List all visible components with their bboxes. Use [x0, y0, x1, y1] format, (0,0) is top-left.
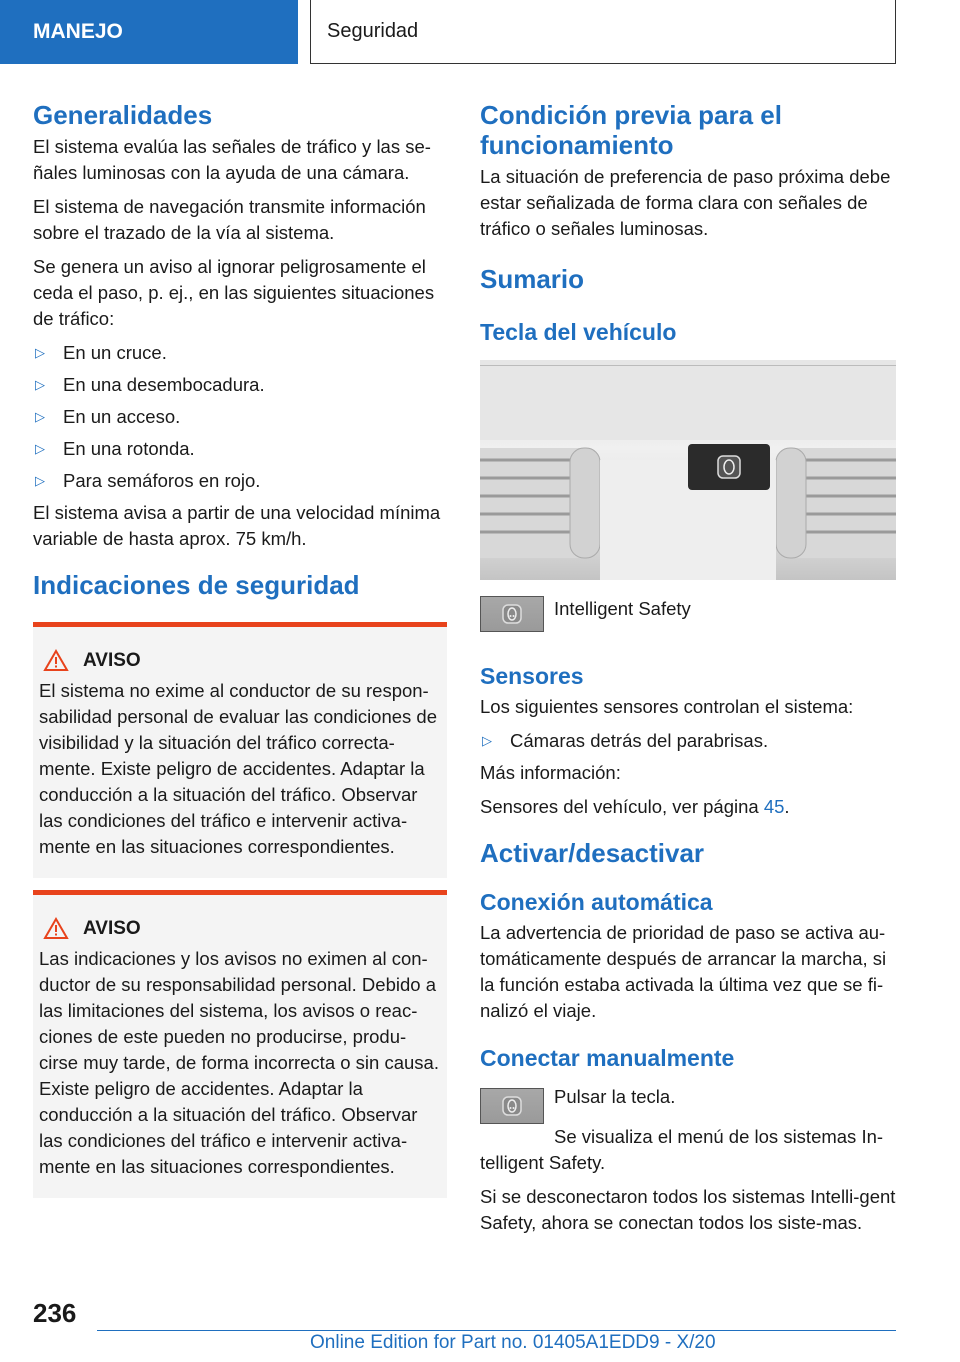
warning-box — [33, 890, 447, 1198]
list-item: ▷ Para semáforos en rojo. — [33, 468, 447, 494]
paragraph: Más información: — [480, 762, 621, 783]
page-reference-link[interactable]: 45 — [763, 796, 785, 817]
list-item: ▷ En un acceso. — [33, 404, 447, 430]
intelligent-safety-button-icon — [480, 596, 544, 632]
warning-triangle-icon — [43, 917, 69, 940]
triangle-bullet-icon: ▷ — [482, 733, 492, 748]
paragraph: La situación de preferencia de paso próxima debe estar señalizada de forma clara con señales de tráfico o señales luminosas. — [480, 166, 891, 239]
triangle-bullet-icon: ▷ — [35, 473, 45, 488]
heading-indicaciones: Indicaciones de seguridad — [33, 570, 360, 600]
page-number: 236 — [33, 1298, 77, 1328]
paragraph: El sistema evalúa las señales de tráfico y las se-ñales luminosas con la ayuda de una cámara. — [33, 136, 431, 183]
paragraph: El sistema de navegación transmite información sobre el trazado de la vía al sistema. — [33, 196, 426, 243]
triangle-bullet-icon: ▷ — [35, 345, 45, 360]
list-item: ▷ En una rotonda. — [33, 436, 447, 462]
step-text: Pulsar la tecla. — [554, 1086, 676, 1107]
reference-paragraph: Sensores del vehículo, ver página 45. — [480, 796, 790, 817]
button-caption: Intelligent Safety — [554, 598, 691, 619]
sensors-list — [480, 728, 896, 754]
warning-box — [33, 622, 447, 878]
dashboard-vents-illustration — [480, 360, 896, 580]
heading-condicion: Condición previa para el funcionamiento — [480, 100, 782, 160]
heading-conexion: Conexión automática — [480, 889, 713, 915]
heading-sumario: Sumario — [480, 264, 585, 294]
warning-title: AVISO — [83, 917, 141, 939]
heading-tecla: Tecla del vehículo — [480, 319, 677, 345]
triangle-bullet-icon: ▷ — [35, 377, 45, 392]
list-item: ▷ En un cruce. — [33, 340, 447, 366]
heading-sensores: Sensores — [480, 663, 584, 689]
header-chapter — [310, 0, 896, 64]
triangle-bullet-icon: ▷ — [35, 409, 45, 424]
header-section-label: MANEJO — [33, 20, 123, 43]
paragraph: Los siguientes sensores controlan el sistema: — [480, 696, 854, 717]
paragraph: Si se desconectaron todos los sistemas Intelli-gent Safety, ahora se conectan todos los siste-mas. — [480, 1186, 896, 1233]
vehicle-button-photo — [480, 360, 896, 580]
footer-divider — [97, 1330, 896, 1331]
intelligent-safety-button-icon — [480, 1088, 544, 1124]
header-section — [0, 0, 298, 64]
list-item: ▷ En una desembocadura. — [33, 372, 447, 398]
heading-generalidades: Generalidades — [33, 100, 213, 130]
list-item: ▷ Cámaras detrás del parabrisas. — [480, 728, 896, 754]
warning-text: Las indicaciones y los avisos no eximen al con-ductor de su responsabilidad personal. Debido a las limitaciones del sistema, los avisos o reac-ciones de este pueden no producirse, produ-cirse muy tarde, de forma incorrecta o sin causa. Existe peligro de accidentes. Adaptar la conducción a la situación del tráfico. Observar las condiciones del tráfico e intervenir activa-mente en las situaciones correspondientes. — [39, 948, 439, 1177]
paragraph: Se genera un aviso al ignorar peligrosamente el ceda el paso, p. ej., en las siguientes situaciones de tráfico: — [33, 256, 435, 329]
situations-list — [33, 340, 447, 494]
left-column — [33, 100, 447, 1198]
step-text: Se visualiza el menú de los sistemas In-telligent Safety. — [480, 1126, 884, 1173]
heading-activar: Activar/desactivar — [480, 838, 705, 868]
paragraph: La advertencia de prioridad de paso se activa au-tomáticamente después de arrancar la marcha, si la función estaba activada la última vez que se fi-nalizó el viaje. — [480, 922, 887, 1021]
footer-edition: Online Edition for Part no. 01405A1EDD9 - X/20 — [310, 1332, 716, 1353]
warning-triangle-icon — [43, 649, 69, 672]
paragraph: El sistema avisa a partir de una velocidad mínima variable de hasta aprox. 75 km/h. — [33, 502, 441, 549]
warning-text: El sistema no exime al conductor de su respon-sabilidad personal de evaluar las condiciones de visibilidad y la situación del tráfico correcta-mente. Existe peligro de accidentes. Adaptar la conducción a la situación del tráfico. Observar las condiciones del tráfico e intervenir activa-mente en las situaciones correspondientes. — [39, 680, 438, 857]
right-column — [480, 100, 896, 1244]
heading-manual: Conectar manualmente — [480, 1045, 735, 1071]
header-chapter-label: Seguridad — [327, 20, 419, 42]
warning-title: AVISO — [83, 649, 141, 671]
triangle-bullet-icon: ▷ — [35, 441, 45, 456]
